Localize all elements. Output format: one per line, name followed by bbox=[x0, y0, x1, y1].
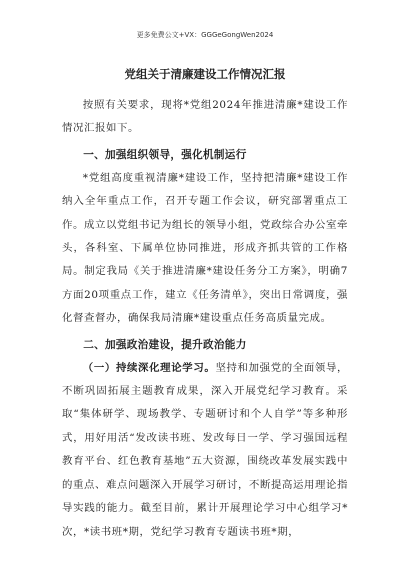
section-2-heading: 二、加强政治建设，提升政治能力 bbox=[83, 338, 247, 351]
document-title: 党组关于清廉建设工作情况汇报 bbox=[124, 67, 286, 81]
section-1-paragraph: *党组高度重视清廉*建设工作，坚持把清廉*建设工作纳入全年重点工作，召开专题工作会议，研究部署重点工作。成立以党组书记为组长的领导小组，党政综合办公室牵头，各科室、下属单位协同推进，形成齐抓共管的工作格局。制定我局《关于推进清廉*建设任务分工方案》，明确7方面20项重点工作，建立《任务清单》，突出日常调度，强化督查督办，确保我局清廉*建设重点任务高质量完成。 bbox=[62, 171, 348, 325]
section-2-paragraph bbox=[62, 357, 348, 544]
intro-paragraph: 按照有关要求，现将*党组2024年推进清廉*建设工作情况汇报如下。 bbox=[62, 99, 348, 135]
section-1-heading: 一、加强组织领导，强化机制运行 bbox=[83, 148, 247, 161]
document-body bbox=[62, 66, 348, 544]
subsection-1-heading: （一）持续深化理论学习。 bbox=[82, 361, 216, 374]
header-watermark: 更多免费公文+VX：GGGeGongWen2024 bbox=[136, 31, 274, 39]
subsection-1-text: 坚持和加强党的全面领导，不断巩固拓展主题教育成果，深入开展党纪学习教育。采取“集体研学、现场教学、专题研讨和个人自学”等多种形式，用好用活“发改读书班、发改每日一学、学习强国远程教育平台、红色教育基地”五大资源，围绕改革发展实践中的重点、难点问题深入开展学习研讨，不断提高运用理论指导实践的能力。截至目前，累计开展理论学习中心组学习*次，*读书班*期，党纪学习教育专题读书班*期， bbox=[62, 361, 349, 538]
